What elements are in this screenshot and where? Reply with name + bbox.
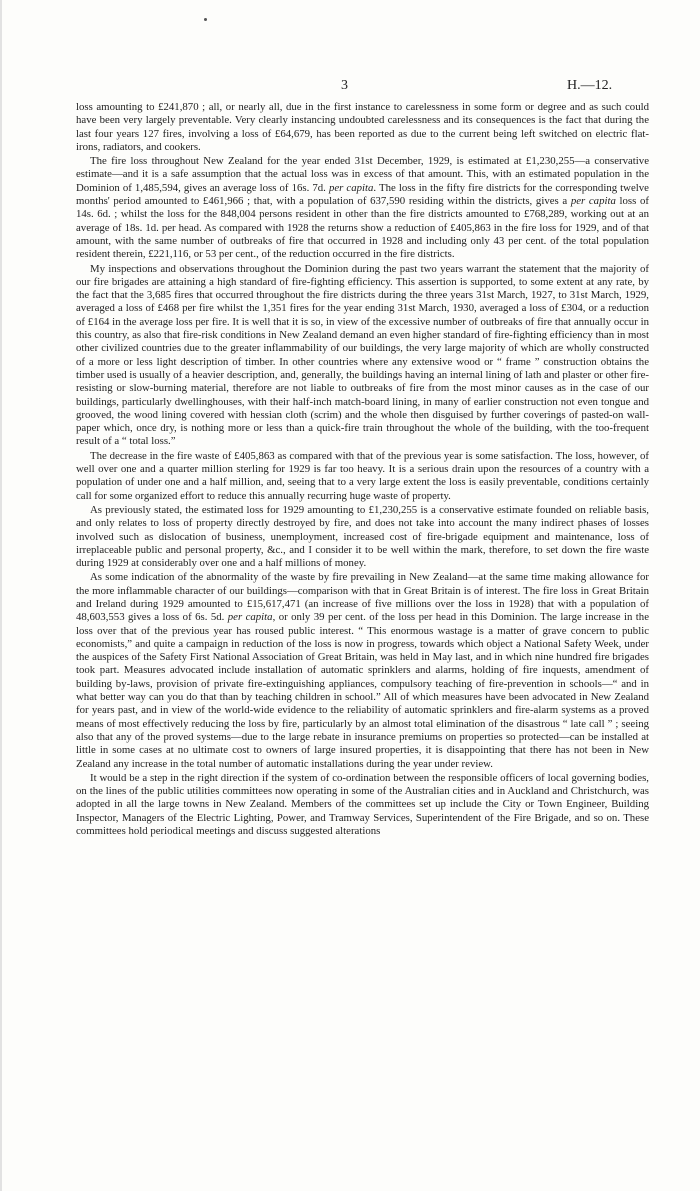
italic-phrase: per capita: [570, 195, 616, 208]
paragraph-text: The fire loss throughout New Zealand for the year ended 31st December, 1929, is estimated at £1,230,255—a conservative estimate—and it is a safe assumption that the actual loss was in excess of that amount. This, with an estimated population in the Dominion of 1,485,594, gives an average loss of 16s. 7d.: [76, 155, 649, 194]
page-edge: [0, 0, 2, 1191]
paragraph-continued: loss amounting to £241,870 ; all, or nearly all, due in the first instance to carelessness in some form or degree and as such could have been very largely preventable. Very clearly instancing undoubted carelessness and its consequences is the fact that during the last four years 127 fires, involving a loss of £64,679, has been reported as due to the current being left switched on electric flat-irons, radiators, and cookers.: [76, 101, 649, 153]
paragraph-text: , or only 39 per cent. of the loss per head in this Dominion. The large increase in the loss over that of the previous year has roused public interest. “ This enormous wastage is a matter of grave concern to public economists,” and quite a campaign in reduction of the loss is now in progress, towards which object a National Safety Week, under the auspices of the Safety First National Association of Great Britain, was held in May last, and in which nine hundred fire brigades took part. Measures advocated include installation of automatic sprinklers and alarms, holding of fire inquests, amendment of building by-laws, provision of private fire-extinguishing appliances, compulsory teaching of fire-prevention in schools—“ and in what better way can you do that than by teaching children in school.” All of which measures have been advocated in New Zealand for years past, and in view of the world-wide evidence to the reliability of automatic sprinklers and fire-alarm systems as a proved means of most effectively reducing the loss by fire, particularly by an almost total elimination of the disastrous “ late call ” ; seeing also that any of the proved systems—due to the large rebate in insurance premiums on properties so protected—can be installed at little in some cases at no ultimate cost to owners of large insured properties, it is disappointing that there has not been in New Zealand any increase in the total number of automatic installations during the year under review.: [76, 611, 649, 770]
paragraph-great-britain-comparison: [76, 571, 649, 770]
paragraph-text: . The loss in the fifty fire districts for the corresponding twelve months' period amounted to £461,966 ; that, with a population of 637,590 residing within the districts, gives a: [76, 181, 649, 208]
ink-dot: [204, 18, 207, 21]
body-text: [76, 101, 649, 838]
paragraph-coordination: It would be a step in the right direction if the system of co-ordination between the responsible officers of local governing bodies, on the lines of the public utilities committees now operating in some of the Australian cities and in Auckland and Christchurch, was adopted in all the large towns in New Zealand. Members of the committees set up include the City or Town Engineer, Building Inspector, Managers of the Electric Lighting, Power, and Tramway Services, Superintendent of the Fire Brigade, and so on. These committees hold periodical meetings and discuss suggested alterations: [76, 771, 649, 838]
paragraph-decrease: The decrease in the fire waste of £405,863 as compared with that of the previous year is some satisfaction. The loss, however, of well over one and a quarter million sterling for 1929 is far too heavy. It is a serious drain upon the resources of a country with a population of under one and a half million, and, seeing that to a very large extent the loss is easily preventable, conditions certainly call for some organized effort to reduce this annually recurring huge waste of property.: [76, 449, 649, 502]
paragraph-text: loss of 14s. 6d. ; whilst the loss for the 848,004 persons resident in other than the fire districts amounted to £768,289, working out at an average of 18s. 1d. per head. As compared with 1928 the returns show a reduction of £405,863 in the fire loss for 1929, and of that amount, with the same number of outbreaks of fire that occurred in 1928 and including only 43 per cent. of the total population resident therein, £221,116, or 53 per cent., of the reduction occurred in the fire districts.: [76, 195, 649, 261]
paragraph-text: As some indication of the abnormality of the waste by fire prevailing in New Zealand—at the same time making allowance for the more inflammable character of our buildings—comparison with that in Great Britain is of interest. The fire loss in Great Britain and Ireland during 1929 amounted to £15,617,471 (an increase of five millions over the loss in 1928) that with a population of 48,603,553 gives a loss of 6s. 5d.: [76, 571, 649, 624]
page-number: 3: [341, 78, 348, 93]
italic-phrase: per capita: [227, 611, 273, 624]
document-reference: H.—12.: [567, 78, 613, 93]
paragraph-fire-loss-estimate: [76, 155, 649, 261]
italic-phrase: per capita: [328, 181, 374, 194]
paragraph-estimated-loss: As previously stated, the estimated loss for 1929 amounting to £1,230,255 is a conservative estimate founded on reliable basis, and only relates to loss of property directly destroyed by fire, and does not take into account the many indirect phases of losses involved such as dislocation of business, unemployment, increased cost of fire-brigade equipment and maintenance, loss of irreplaceable public and personal property, &c., and I consider it to be well within the mark, therefore, to set down the fire waste during 1929 at considerably over one and a half millions of money.: [76, 503, 649, 570]
paragraph-inspections: My inspections and observations throughout the Dominion during the past two years warrant the statement that the majority of our fire brigades are attaining a high standard of fire-fighting efficiency. This assertion is supported, to some extent at any rate, by the fact that the 3,685 fires that occurred throughout the fire districts during the three years 31st March, 1927, to 31st March, 1929, averaged a loss of £468 per fire whilst the 1,351 fires for the year ending 31st March, 1930, averaged a loss of £304, or a reduction of £164 in the average loss per fire. It is well that it is so, in view of the excessive number of outbreaks of fire that annually occur in this country, as also that fire-risk conditions in New Zealand demand an even higher standard of fire-fighting efficiency than in most other civilized countries due to the greater inflammability of our buildings, the very large majority of which are wholly constructed of a more or less light description of timber. In other countries where any extensive wood or “ frame ” construction obtains the timber used is usually of a heavier description, and, generally, the buildings having an internal lining of lath and plaster or other fire-resisting or slow-burning material, therefore are not liable to outbreaks of fire from the most minor causes as in the case of our buildings, particularly dwellinghouses, with their half-inch match-board lining, in many of earlier construction not even tongue and grooved, the wood lining covered with hessian cloth (scrim) and the whole then disguised by further coverings of pasted-on wall-paper which, once dry, is nothing more or less than a quick-fire train throughout the whole of the building, with the too-frequent result of a “ total loss.”: [76, 262, 649, 448]
